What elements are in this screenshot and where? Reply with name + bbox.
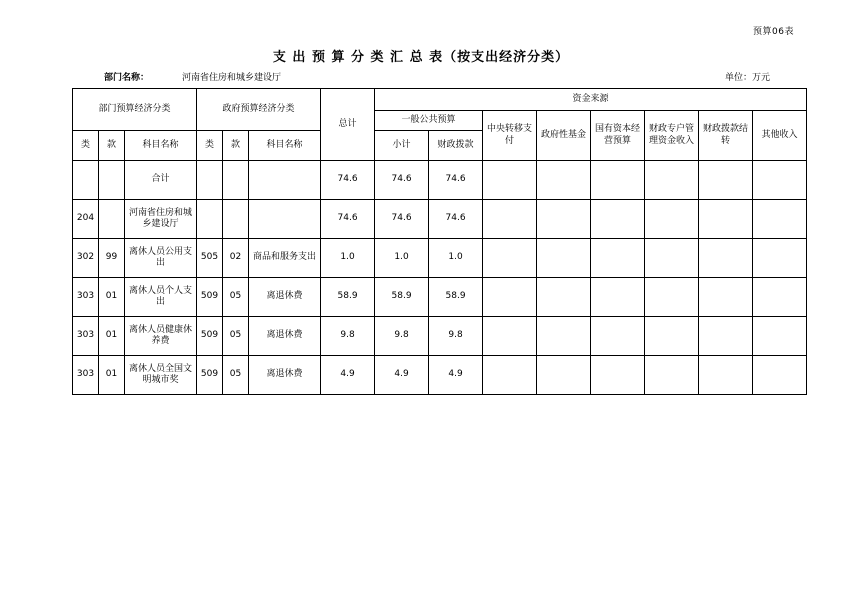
cell-state-capital: [591, 200, 645, 239]
cell-state-capital: [591, 239, 645, 278]
cell-fiscal: 9.8: [429, 317, 483, 356]
header-fiscal-carryover: 财政拨款结转: [699, 111, 753, 161]
budget-table: [72, 88, 807, 395]
cell-gov-fund: [537, 317, 591, 356]
header-subtotal: 小计: [375, 131, 429, 161]
cell-gov-kuan: 05: [223, 356, 249, 395]
header-gov-subject-name: 科目名称: [249, 131, 321, 161]
cell-carryover: [699, 356, 753, 395]
cell-gov-fund: [537, 356, 591, 395]
cell-total: 58.9: [321, 278, 375, 317]
header-dept-subject-name: 科目名称: [125, 131, 197, 161]
header-fiscal-special-account: 财政专户管理资金收入: [645, 111, 699, 161]
table-row: [73, 200, 807, 239]
cell-fiscal: 58.9: [429, 278, 483, 317]
header-dept-kuan: 款: [99, 131, 125, 161]
unit-label: 单位：万元: [724, 73, 770, 83]
cell-dept-lei: 204: [73, 200, 99, 239]
cell-state-capital: [591, 278, 645, 317]
cell-gov-name: [249, 161, 321, 200]
cell-special-account: [645, 161, 699, 200]
cell-dept-kuan: 01: [99, 317, 125, 356]
cell-subtotal: 74.6: [375, 200, 429, 239]
cell-other: [753, 239, 807, 278]
cell-state-capital: [591, 161, 645, 200]
cell-special-account: [645, 278, 699, 317]
cell-dept-name: 离休人员公用支出: [125, 239, 197, 278]
table-row: [73, 239, 807, 278]
cell-carryover: [699, 278, 753, 317]
cell-gov-fund: [537, 278, 591, 317]
cell-gov-name: 离退休费: [249, 278, 321, 317]
cell-dept-lei: 303: [73, 356, 99, 395]
cell-gov-lei: [197, 200, 223, 239]
header-central-transfer: 中央转移支付: [483, 111, 537, 161]
header-row-group: [73, 89, 807, 111]
cell-central: [483, 239, 537, 278]
cell-total: 9.8: [321, 317, 375, 356]
meta-row: [72, 66, 770, 88]
header-gov-kuan: 款: [223, 131, 249, 161]
cell-dept-kuan: 01: [99, 278, 125, 317]
table-row: [73, 278, 807, 317]
cell-other: [753, 200, 807, 239]
header-gov-fund: 政府性基金: [537, 111, 591, 161]
cell-other: [753, 356, 807, 395]
cell-dept-name: 离休人员全国文明城市奖: [125, 356, 197, 395]
cell-carryover: [699, 200, 753, 239]
cell-other: [753, 278, 807, 317]
cell-total: 4.9: [321, 356, 375, 395]
cell-subtotal: 9.8: [375, 317, 429, 356]
budget-table-body: [73, 161, 807, 395]
header-fiscal-appropriation: 财政拨款: [429, 131, 483, 161]
cell-fiscal: 4.9: [429, 356, 483, 395]
cell-dept-kuan: [99, 161, 125, 200]
cell-gov-name: 离退休费: [249, 317, 321, 356]
cell-gov-kuan: [223, 161, 249, 200]
page-title: 支 出 预 算 分 类 汇 总 表（按支出经济分类）: [272, 50, 570, 65]
cell-fiscal: 74.6: [429, 161, 483, 200]
cell-central: [483, 317, 537, 356]
cell-gov-fund: [537, 161, 591, 200]
cell-carryover: [699, 239, 753, 278]
cell-dept-lei: [73, 161, 99, 200]
cell-special-account: [645, 317, 699, 356]
cell-central: [483, 356, 537, 395]
cell-gov-name: [249, 200, 321, 239]
header-gov-econ-group: 政府预算经济分类: [197, 89, 321, 131]
cell-dept-name: 离休人员个人支出: [125, 278, 197, 317]
cell-subtotal: 74.6: [375, 161, 429, 200]
cell-other: [753, 161, 807, 200]
cell-fiscal: 74.6: [429, 200, 483, 239]
cell-gov-kuan: [223, 200, 249, 239]
cell-carryover: [699, 161, 753, 200]
cell-gov-lei: 509: [197, 317, 223, 356]
cell-gov-fund: [537, 239, 591, 278]
cell-dept-kuan: 99: [99, 239, 125, 278]
cell-special-account: [645, 200, 699, 239]
department-label: 部门名称：: [104, 73, 150, 83]
department-value: 河南省住房和城乡建设厅: [182, 73, 282, 83]
cell-total: 74.6: [321, 200, 375, 239]
header-general-public-budget: 一般公共预算: [375, 111, 483, 131]
cell-state-capital: [591, 356, 645, 395]
cell-dept-kuan: 01: [99, 356, 125, 395]
table-row: [73, 161, 807, 200]
cell-other: [753, 317, 807, 356]
cell-gov-name: 商品和服务支出: [249, 239, 321, 278]
header-dept-lei: 类: [73, 131, 99, 161]
cell-total: 74.6: [321, 161, 375, 200]
header-gov-lei: 类: [197, 131, 223, 161]
cell-fiscal: 1.0: [429, 239, 483, 278]
cell-gov-kuan: 05: [223, 317, 249, 356]
cell-subtotal: 4.9: [375, 356, 429, 395]
cell-gov-kuan: 02: [223, 239, 249, 278]
header-state-capital: 国有资本经营预算: [591, 111, 645, 161]
cell-gov-lei: 509: [197, 278, 223, 317]
header-other-income: 其他收入: [753, 111, 807, 161]
cell-total: 1.0: [321, 239, 375, 278]
cell-dept-name: 离休人员健康休养费: [125, 317, 197, 356]
cell-state-capital: [591, 317, 645, 356]
header-total: 总计: [321, 89, 375, 161]
cell-gov-kuan: 05: [223, 278, 249, 317]
header-dept-econ-group: 部门预算经济分类: [73, 89, 197, 131]
cell-gov-lei: 509: [197, 356, 223, 395]
cell-carryover: [699, 317, 753, 356]
cell-central: [483, 200, 537, 239]
cell-dept-lei: 302: [73, 239, 99, 278]
cell-special-account: [645, 239, 699, 278]
cell-dept-name: 河南省住房和城乡建设厅: [125, 200, 197, 239]
cell-subtotal: 1.0: [375, 239, 429, 278]
table-row: [73, 356, 807, 395]
cell-gov-name: 离退休费: [249, 356, 321, 395]
table-row: [73, 317, 807, 356]
cell-gov-lei: [197, 161, 223, 200]
cell-subtotal: 58.9: [375, 278, 429, 317]
cell-dept-kuan: [99, 200, 125, 239]
header-funding-source: 资金来源: [375, 89, 807, 111]
cell-dept-name: 合计: [125, 161, 197, 200]
cell-dept-lei: 303: [73, 317, 99, 356]
cell-gov-lei: 505: [197, 239, 223, 278]
cell-gov-fund: [537, 200, 591, 239]
cell-special-account: [645, 356, 699, 395]
form-code: 预算06表: [753, 27, 794, 37]
cell-central: [483, 161, 537, 200]
cell-central: [483, 278, 537, 317]
cell-dept-lei: 303: [73, 278, 99, 317]
